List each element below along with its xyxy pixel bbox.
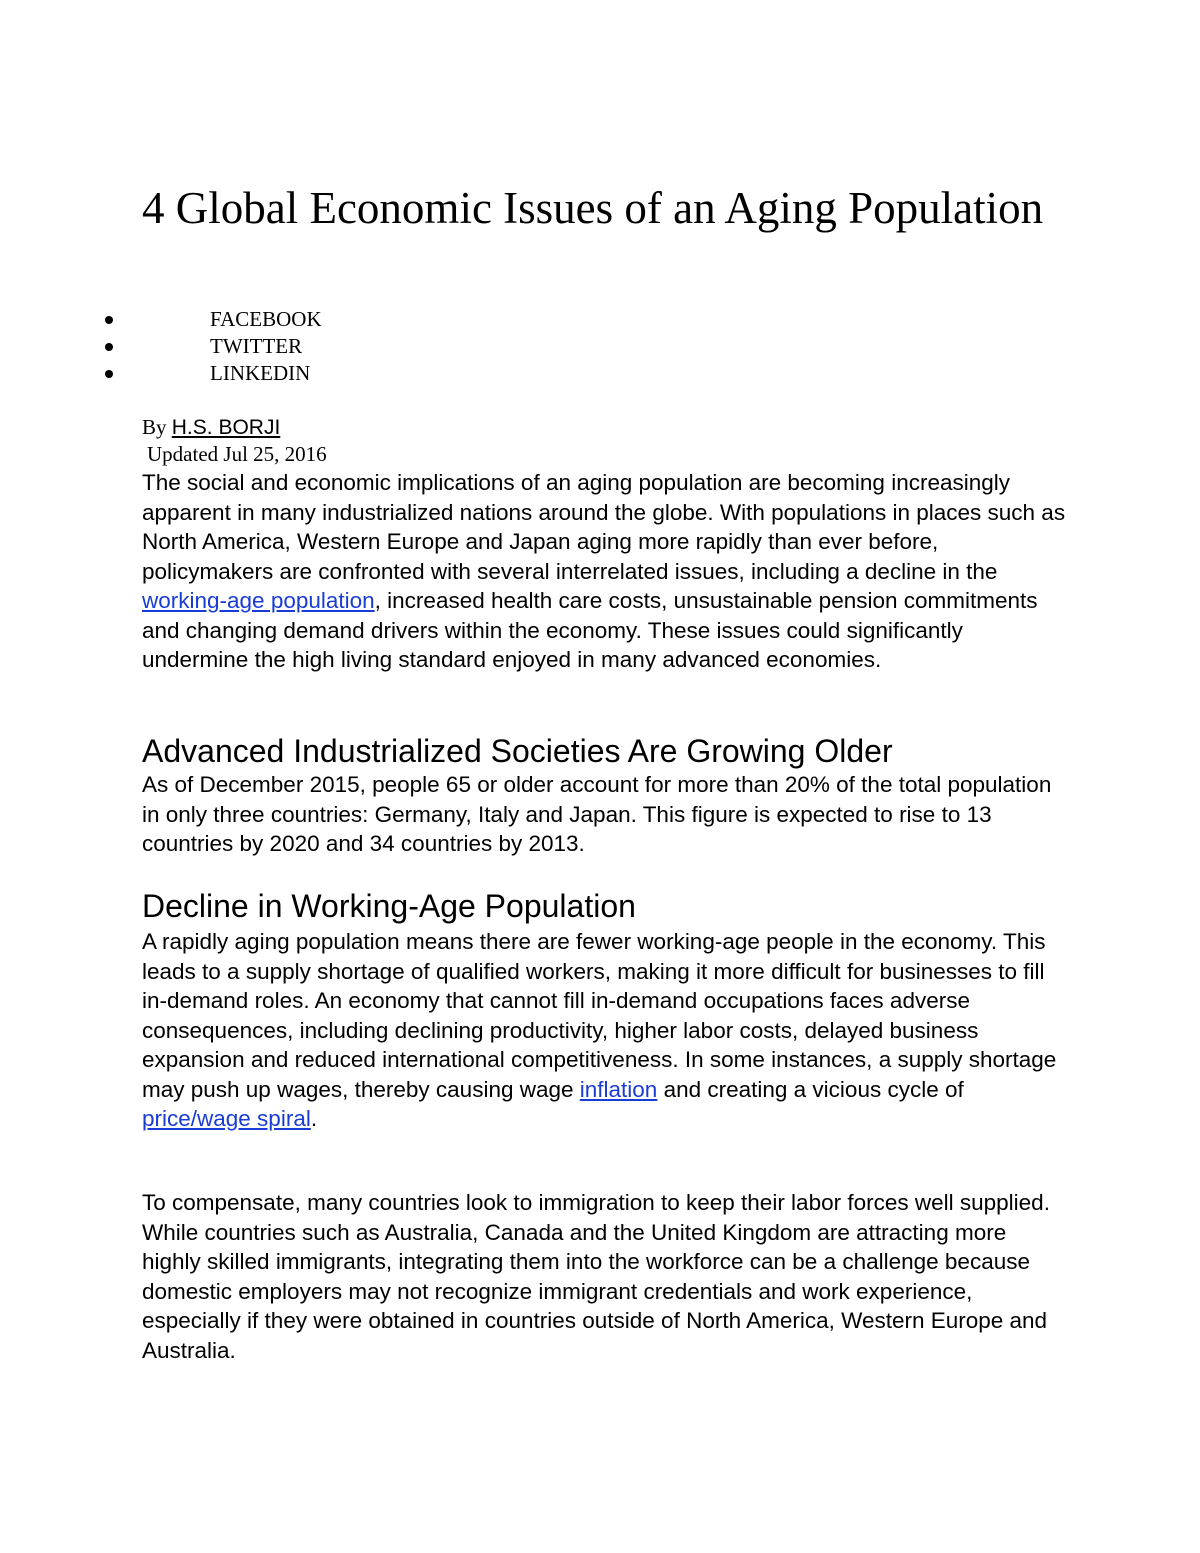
share-item-facebook[interactable]: FACEBOOK bbox=[142, 306, 322, 333]
bullet-icon bbox=[105, 370, 113, 378]
section2-paragraph-1: A rapidly aging population means there are fewer working-age people in the economy. This leads to a supply shortage of qualified workers, making it more difficult for businesses to fill in-demand roles. An economy that cannot fill in-demand occupations faces adverse consequences, including declining productivity, higher labor costs, delayed business expansion and reduced international competitiveness. In some instances, a supply shortage may push up wages, thereby causing wage inflation and creating a vicious cycle of price/wage spiral. bbox=[142, 929, 1057, 1131]
share-list bbox=[142, 306, 322, 387]
section1-paragraph: As of December 2015, people 65 or older account for more than 20% of the total population in only three countries: Germany, Italy and Japan. This figure is expected to rise to 13 countries by 2020 and 34 countries by 2013. bbox=[142, 772, 1052, 856]
byline bbox=[142, 413, 280, 442]
share-item-linkedin[interactable]: LINKEDIN bbox=[142, 360, 322, 387]
by-label: By bbox=[142, 415, 167, 439]
article-title: 4 Global Economic Issues of an Aging Population bbox=[142, 183, 1044, 233]
intro-paragraph: The social and economic implications of an aging population are becoming increasingly apparent in many industrialized nations around the globe. With populations in places such as North America, Western Europe and Japan aging more rapidly than ever before, policymakers are confronted with several interrelated issues, including a decline in the working-age population, increased health care costs, unsustainable pension commitments and changing demand drivers within the economy. These issues could significantly undermine the high living standard enjoyed in many advanced economies. bbox=[142, 470, 1066, 672]
bullet-icon bbox=[105, 343, 113, 351]
working-age-population-link[interactable]: working-age population bbox=[142, 588, 375, 613]
section2-paragraph-2: To compensate, many countries look to immigration to keep their labor forces well supplied. While countries such as Australia, Canada and the United Kingdom are attracting more highly skilled immigrants, integrating them into the workforce can be a challenge because domestic employers may not recognize immigrant credentials and work experience, especially if they were obtained in countries outside of North America, Western Europe and Australia. bbox=[142, 1190, 1050, 1363]
section1-heading: Advanced Industrialized Societies Are Growing Older bbox=[142, 733, 893, 769]
section2-heading: Decline in Working-Age Population bbox=[142, 888, 636, 924]
price-wage-spiral-link[interactable]: price/wage spiral bbox=[142, 1106, 311, 1131]
author-link[interactable]: H.S. BORJI bbox=[171, 416, 281, 439]
document-page bbox=[142, 176, 1072, 1363]
share-item-twitter[interactable]: TWITTER bbox=[142, 333, 322, 360]
inflation-link[interactable]: inflation bbox=[579, 1076, 658, 1102]
bullet-icon bbox=[105, 316, 113, 324]
updated-date: Updated Jul 25, 2016 bbox=[147, 442, 327, 466]
